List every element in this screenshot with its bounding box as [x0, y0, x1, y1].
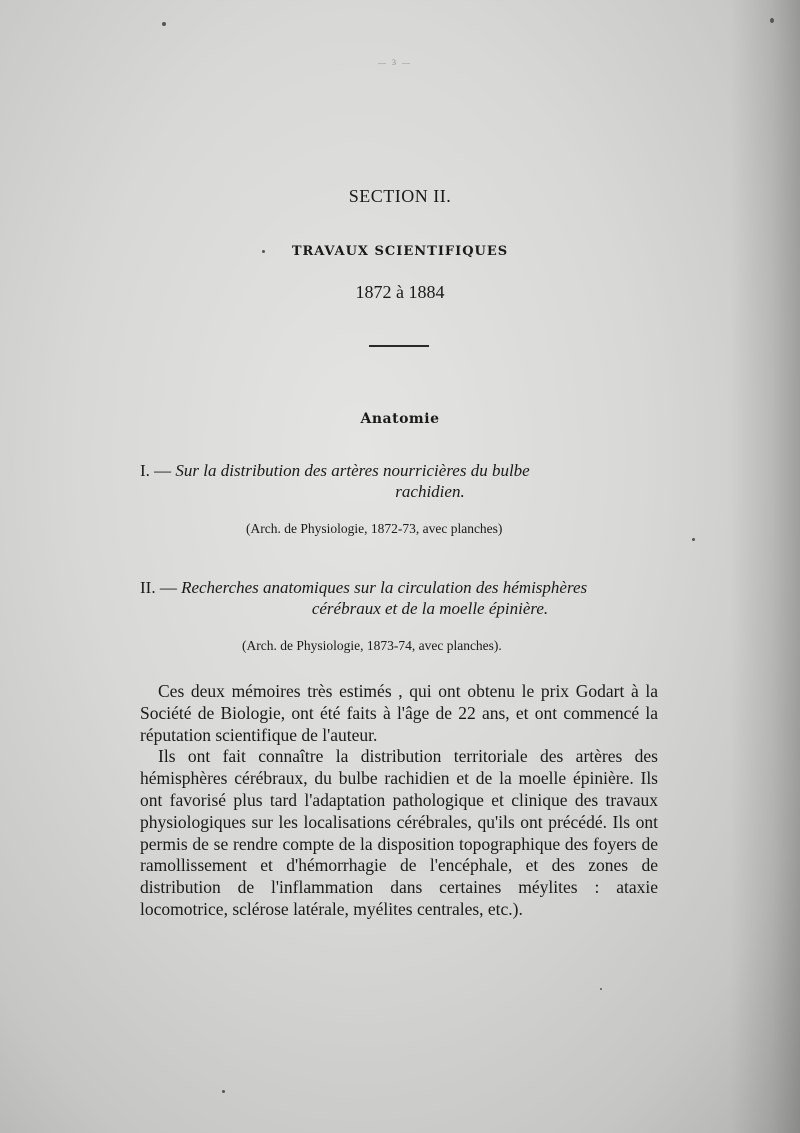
- paper-speck: [262, 250, 265, 253]
- section-years: 1872 à 1884: [355, 282, 445, 302]
- entry-title-continued: cérébraux et de la moelle épinière.: [311, 599, 549, 618]
- section-divider: [369, 345, 429, 347]
- paper-speck: [692, 538, 695, 541]
- page-edge-shadow: [730, 0, 800, 1133]
- paper-speck: [162, 22, 166, 26]
- paper-speck: [600, 988, 602, 990]
- entry-title: Recherches anatomiques sur la circulation des hémisphères: [181, 578, 588, 597]
- paragraph: Ils ont fait connaître la distribution territoriale des artères des hémisphères cérébraux, du bulbe rachidien et de la moelle épinière. Ils ont favorisé plus tard l'adaptation pathologique et clinique des travaux physiologiques sur les localisations cérébrales, qu'ils ont précédé. Ils ont permis de se rendre compte de la disposition topographique des foyers de ramollissement et d'hémorrhagie de l'encéphale, et des zones de distribution de l'inflammation dans certaines méylites : ataxie locomotrice, sclérose latérale, myélites centrales, etc.).: [140, 746, 658, 919]
- page-number-mark: — 3 —: [378, 58, 412, 67]
- bibliography-entry: [140, 460, 660, 502]
- section-subtitle: TRAVAUX SCIENTIFIQUES: [291, 244, 509, 259]
- section-title: SECTION II.: [348, 186, 452, 206]
- bibliography-entry: [140, 577, 660, 619]
- paragraph: Ces deux mémoires très estimés , qui ont obtenu le prix Godart à la Société de Biologie, ont été faits à l'âge de 22 ans, et ont commencé la réputation scientifique de l'auteur.: [140, 681, 658, 745]
- entry-number: II. —: [140, 578, 182, 597]
- body-text: [140, 681, 658, 921]
- paper-speck: [222, 1090, 225, 1093]
- subsection-heading: Anatomie: [360, 411, 440, 427]
- entry-title: Sur la distribution des artères nourricières du bulbe: [175, 461, 530, 480]
- paper-speck: [770, 18, 774, 23]
- entry-number: I. —: [140, 461, 176, 480]
- entry-citation: (Arch. de Physiologie, 1872-73, avec planches): [246, 521, 503, 536]
- entry-citation: (Arch. de Physiologie, 1873-74, avec planches).: [242, 638, 502, 653]
- entry-title-continued: rachidien.: [395, 482, 465, 501]
